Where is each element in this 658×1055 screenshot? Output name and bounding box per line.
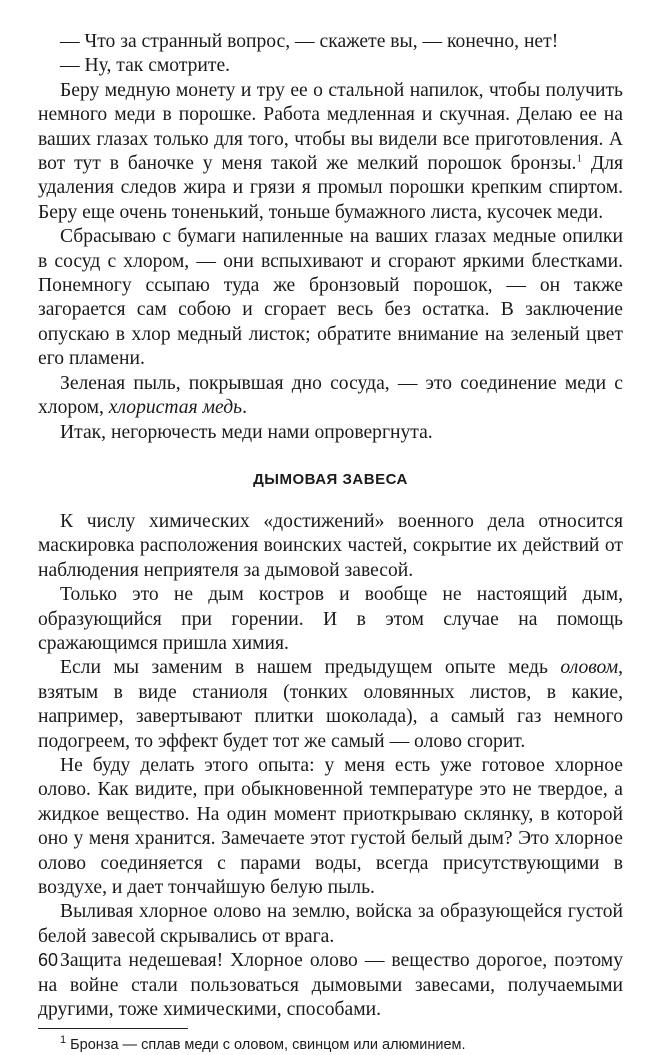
paragraph-tin-text: Если мы заменим в нашем предыдущем опыте медь: [60, 657, 561, 679]
footnote-reference: 1: [576, 152, 582, 165]
dialogue-line-question: — Что за странный вопрос, — скажете вы, — конечно, нет!: [60, 31, 559, 52]
dialogue-line-look: — Ну, так смотрите.: [60, 55, 231, 77]
term-copper-chloride: хлористая медь: [108, 397, 243, 419]
paragraph-green-dust: [38, 372, 623, 421]
paragraph-costly: Защита недешевая! Хлорное олово — вещество дорогое, поэтому на войне стали пользоваться дымовыми завесами, получаемыми другими, тоже химическими, способами.: [38, 950, 623, 1021]
footnote-mark: 1: [60, 1034, 67, 1047]
paragraph-ready-tin: Не буду делать этого опыта: у меня есть уже готовое хлорное олово. Как видите, при обыкновенной температуре это не твердое, а жидкое вещество. На один момент приоткрываю склянку, в которой оно у меня хранится. Замечаете этот густой белый дым? Это хлорное олово соединяется с парами воды, всегда присутствующими в воздухе, и дает тончайшую белую пыль.: [38, 754, 623, 898]
footnote: [38, 1035, 623, 1055]
paragraph-green-end: .: [242, 397, 248, 419]
paragraph-pour: Выливая хлорное олово на землю, войска за образующейся густой белой завесой скрывались от врага.: [38, 901, 623, 947]
paragraph-refuted: Итак, негорючесть меди нами опровергнута.: [60, 421, 433, 443]
paragraph-copper-text-cont: Для удаления следов жира и грязи я промыл порошки крепким спиртом. Беру еще очень тоненький, тоньше бумажного листа, кусочек меди.: [38, 153, 624, 223]
footnote-divider: [38, 1028, 188, 1029]
term-tin: оловом: [560, 657, 619, 679]
paragraph-military: К числу химических «достижений» военного дела относится маскировка расположения воинских частей, сокрытие их действий от наблюдения неприятеля за дымовой завесой.: [38, 510, 623, 581]
paragraph-not-smoke: Только это не дым костров и вообще не настоящий дым, образующийся при горении. И в этом случае на помощь сражающимся пришла химия.: [38, 584, 623, 654]
footnote-text: Бронза — сплав меди с оловом, свинцом или алюминием.: [70, 1037, 466, 1054]
paragraph-tin-text-cont: , взятым в виде станиоля (тонких оловянных листов, в какие, например, завертывают плитки шоколада), а самый газ немного подогреем, то эффект будет тот же самый — олово сгорит.: [38, 657, 623, 752]
paragraph-tin: [38, 656, 623, 754]
paragraph-copper-text: Беру медную монету и тру ее о стальной напилок, чтобы получить немного меди в порошке. Работа медленная и скучная. Делаю ее на ваших глазах только для того, чтобы вы видели все приготовления. А вот тут в баночке у меня такой же мелкий порошок бронзы.: [38, 79, 623, 175]
paragraph-sprinkle: Сбрасываю с бумаги напиленные на ваших глазах медные опилки в сосуд с хлором, — они вспыхивают и сгорают яркими блестками. Понемногу ссыпаю туда же бронзовый порошок, — он также загорается сам собою и сгорает весь без остатка. В заключение опускаю в хлор медный листок; обратите внимание на зеленый цвет его пламени.: [38, 226, 623, 370]
book-page: [38, 30, 623, 1055]
paragraph-copper-coin: [38, 79, 623, 225]
page-number: 60: [38, 950, 59, 970]
paragraph-green-text: Зеленая пыль, покрывшая дно сосуда, — это соединение меди с хлором,: [38, 372, 623, 419]
section-heading: ДЫМОВАЯ ЗАВЕСА: [253, 470, 408, 488]
